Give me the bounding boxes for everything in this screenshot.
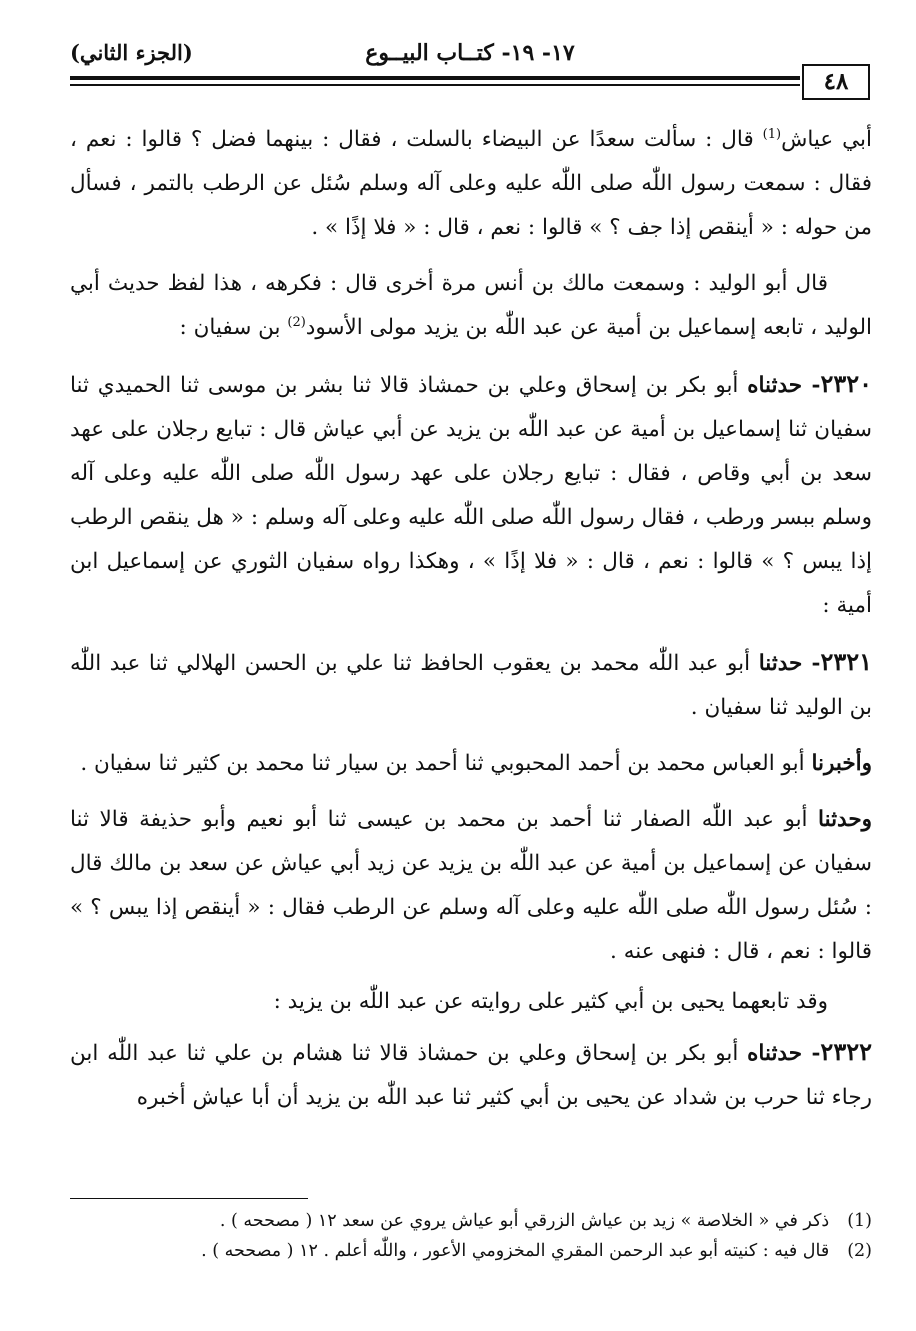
paragraph-6 xyxy=(70,798,872,974)
hadith-number: ٢٣٢١ xyxy=(820,647,872,676)
hadith-2321 xyxy=(70,640,872,730)
footnote-separator xyxy=(70,1198,308,1199)
header-rule-thick xyxy=(70,76,800,80)
main-text xyxy=(70,118,872,1132)
narration-keyword: - حدثناه xyxy=(747,1041,821,1066)
paragraph-text: وقد تابعهما يحيى بن أبي كثير على روايته عن عبد اللّٰه بن يزيد : xyxy=(273,989,828,1014)
paragraph-text: أبو بكر بن إسحاق وعلي بن حمشاذ قالا ثنا بشر بن موسى ثنا الحميدي ثنا سفيان ثنا إسماعيل بن أمية عن عبد اللّٰه بن يزيد عن أبي عياش قال : تبايع رجلان على عهد سعد بن أبي وقاص ، فقال : تبايع رجلان على عهد رسول اللّٰه صلى اللّٰه عليه وعلى آله وسلم ببسر ورطب ، فقال رسول اللّٰه صلى اللّٰه عليه وعلى آله وسلم : « هل ينقص الرطب إذا يبس ؟ » قالوا : نعم ، قال : « فلا إذًا » ، وهكذا رواه سفيان الثوري عن إسماعيل ابن أمية : xyxy=(70,373,872,618)
hadith-2320 xyxy=(70,362,872,628)
chapter-title: ١٧- ١٩- كتــاب البيــوع xyxy=(365,40,575,66)
footnote-ref: (1) xyxy=(762,126,782,142)
header-rule-thin xyxy=(70,84,800,86)
paragraph-7 xyxy=(70,980,872,1024)
paragraph-text: أبو العباس محمد بن أحمد المحبوبي ثنا أحمد بن سيار ثنا محمد بن كثير ثنا سفيان . xyxy=(80,751,812,776)
paragraph-text: أبو عبد اللّٰه محمد بن يعقوب الحافظ ثنا علي بن الحسن الهلالي ثنا عبد اللّٰه بن الوليد ثنا سفيان . xyxy=(70,651,872,720)
paragraph-2 xyxy=(70,262,872,350)
narration-keyword: - حدثنا xyxy=(758,651,821,676)
footnote-text: ذكر في « الخلاصة » زيد بن عياش الزرقي أبو عياش يروي عن سعد ١٢ ( مصححه ) . xyxy=(219,1211,830,1231)
footnote-ref: (2) xyxy=(287,314,306,330)
paragraph-text: قال : سألت سعدًا عن البيضاء بالسلت ، فقال : بينهما فضل ؟ قالوا : نعم ، فقال : سمعت رسول اللّٰه صلى اللّٰه عليه وعلى آله وسلم سُئل عن الرطب بالتمر ، فسأل من حوله : « أينقص إذا جف ؟ » قالوا : نعم ، قال : « فلا إذًا » . xyxy=(70,127,872,240)
footnote-text: قال فيه : كنيته أبو عبد الرحمن المقري المخزومي الأعور ، واللّٰه أعلم . ١٢ ( مصححه ) . xyxy=(201,1241,830,1261)
footnote-2 xyxy=(60,1236,872,1266)
narration-keyword: وحدثنا xyxy=(818,807,873,832)
paragraph-text: أبو بكر بن إسحاق وعلي بن حمشاذ قالا ثنا هشام بن علي ثنا عبد اللّٰه ابن رجاء ثنا حرب بن شداد عن يحيى بن أبي كثير ثنا عبد اللّٰه بن يزيد أن أبا عياش أخبره xyxy=(70,1041,872,1110)
paragraph-1 xyxy=(70,118,872,250)
footnote-mark: (1) xyxy=(847,1211,872,1231)
hadith-number: ٢٣٢٢ xyxy=(820,1037,872,1066)
narration-keyword: وأخبرنا xyxy=(811,751,872,776)
footnote-1 xyxy=(60,1206,872,1236)
paragraph-5 xyxy=(70,742,872,786)
page-number: ٤٨ xyxy=(802,64,870,100)
footnotes xyxy=(60,1206,872,1266)
paragraph-text: أبي عياش xyxy=(781,127,873,152)
narration-keyword: - حدثناه xyxy=(747,373,821,398)
running-header xyxy=(70,38,870,72)
paragraph-text: بن سفيان : xyxy=(179,315,288,340)
paragraph-text: قال أبو الوليد : وسمعت مالك بن أنس مرة أخرى قال : فكرهه ، هذا لفظ حديث أبي الوليد ، تابعه إسماعيل بن أمية عن عبد اللّٰه بن يزيد مولى الأسود xyxy=(70,271,872,340)
footnote-mark: (2) xyxy=(847,1241,872,1261)
paragraph-text: أبو عبد اللّٰه الصفار ثنا أحمد بن محمد بن عيسى ثنا أبو نعيم وأبو حذيفة قالا ثنا سفيان عن إسماعيل بن أمية عن عبد اللّٰه بن يزيد عن زيد أبي عياش عن سعد بن مالك قال : سُئل رسول اللّٰه صلى اللّٰه عليه وعلى آله وسلم عن الرطب فقال : « أينقص إذا يبس ؟ » قالوا : نعم ، قال : فنهى عنه . xyxy=(70,807,872,964)
volume-label: (الجزء الثاني) xyxy=(70,40,193,65)
hadith-2322 xyxy=(70,1030,872,1120)
hadith-number: ٢٣٢٠ xyxy=(820,369,872,398)
